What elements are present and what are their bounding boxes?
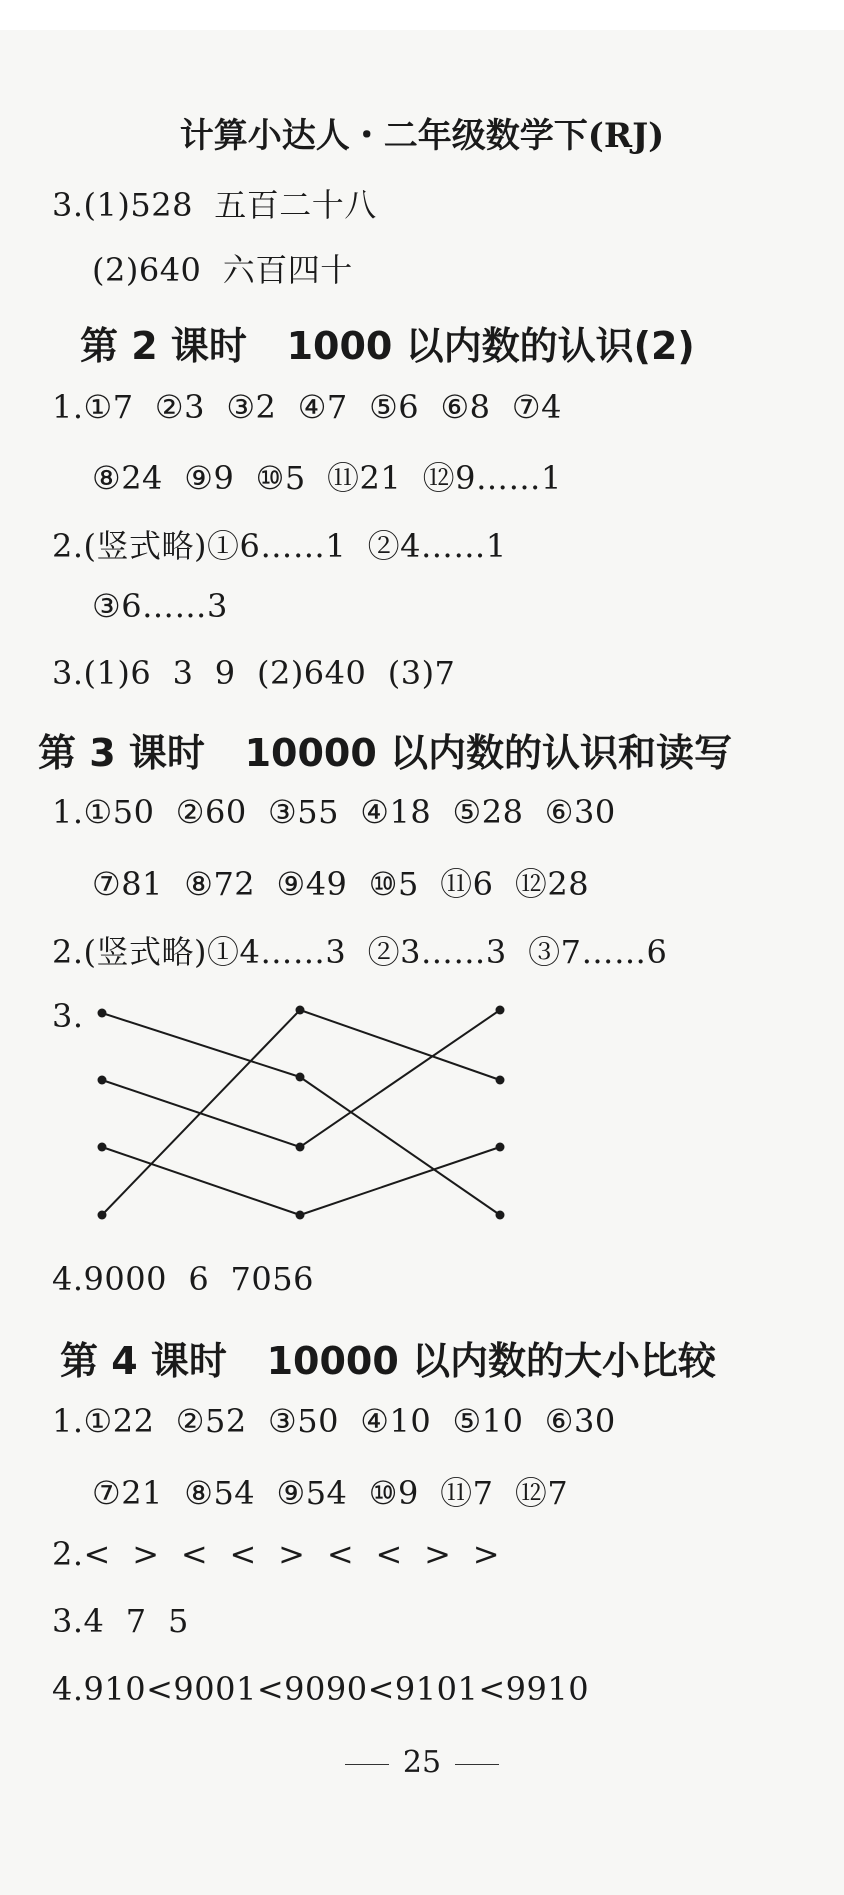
connector-line xyxy=(102,1010,300,1215)
answer-line: 3.(1)6 3 9 (2)640 (3)7 xyxy=(52,654,456,692)
dot xyxy=(296,1006,305,1015)
section-heading: 第 2 课时 1000 以内数的认识(2) xyxy=(80,324,695,368)
dot xyxy=(496,1211,505,1220)
dot xyxy=(98,1211,107,1220)
answer-line: 2.< > < < > < < > > xyxy=(52,1535,501,1573)
dot xyxy=(296,1143,305,1152)
answer-line: 3. xyxy=(52,997,84,1035)
section-heading: 第 3 课时 10000 以内数的认识和读写 xyxy=(38,731,733,775)
answer-line: ⑦81 ⑧72 ⑨49 ⑩5 ⑪6 ⑫28 xyxy=(92,865,590,903)
dot xyxy=(496,1143,505,1152)
dot xyxy=(98,1143,107,1152)
footer-dash xyxy=(455,1764,499,1765)
connector-line xyxy=(102,1013,300,1077)
dot xyxy=(496,1076,505,1085)
dot xyxy=(496,1006,505,1015)
footer-dash xyxy=(345,1764,389,1765)
answer-line: ⑧24 ⑨9 ⑩5 ⑪21 ⑫9……1 xyxy=(92,459,562,497)
matching-lines xyxy=(102,1010,500,1215)
dot xyxy=(98,1009,107,1018)
dot xyxy=(98,1076,107,1085)
page-number-footer xyxy=(0,1745,844,1780)
answer-line: ③6……3 xyxy=(92,587,228,625)
answer-line: 1.①50 ②60 ③55 ④18 ⑤28 ⑥30 xyxy=(52,793,616,831)
section-heading: 第 4 课时 10000 以内数的大小比较 xyxy=(60,1339,717,1383)
answer-line: 2.(竖式略)①4……3 ②3……3 ③7……6 xyxy=(52,933,668,971)
connector-line xyxy=(102,1147,300,1215)
answer-line: 2.(竖式略)①6……1 ②4……1 xyxy=(52,527,507,565)
answer-line: (2)640 六百四十 xyxy=(92,251,353,289)
page-header: 计算小达人・二年级数学下(RJ) xyxy=(179,116,665,156)
matching-dots xyxy=(98,1006,505,1220)
connector-line xyxy=(300,1010,500,1080)
answer-line: ⑦21 ⑧54 ⑨54 ⑩9 ⑪7 ⑫7 xyxy=(92,1474,569,1512)
connector-line xyxy=(300,1010,500,1147)
connector-line xyxy=(300,1077,500,1215)
answer-line: 4.910<9001<9090<9101<9910 xyxy=(52,1670,590,1708)
answer-line: 4.9000 6 7056 xyxy=(52,1260,314,1298)
dot xyxy=(296,1211,305,1220)
connector-line xyxy=(300,1147,500,1215)
dot xyxy=(296,1073,305,1082)
answer-line: 1.①7 ②3 ③2 ④7 ⑤6 ⑥8 ⑦4 xyxy=(52,388,562,426)
answer-line: 3.4 7 5 xyxy=(52,1602,189,1640)
answer-line: 3.(1)528 五百二十八 xyxy=(52,186,377,224)
answer-line: 1.①22 ②52 ③50 ④10 ⑤10 ⑥30 xyxy=(52,1402,616,1440)
page-number: 25 xyxy=(402,1745,442,1780)
